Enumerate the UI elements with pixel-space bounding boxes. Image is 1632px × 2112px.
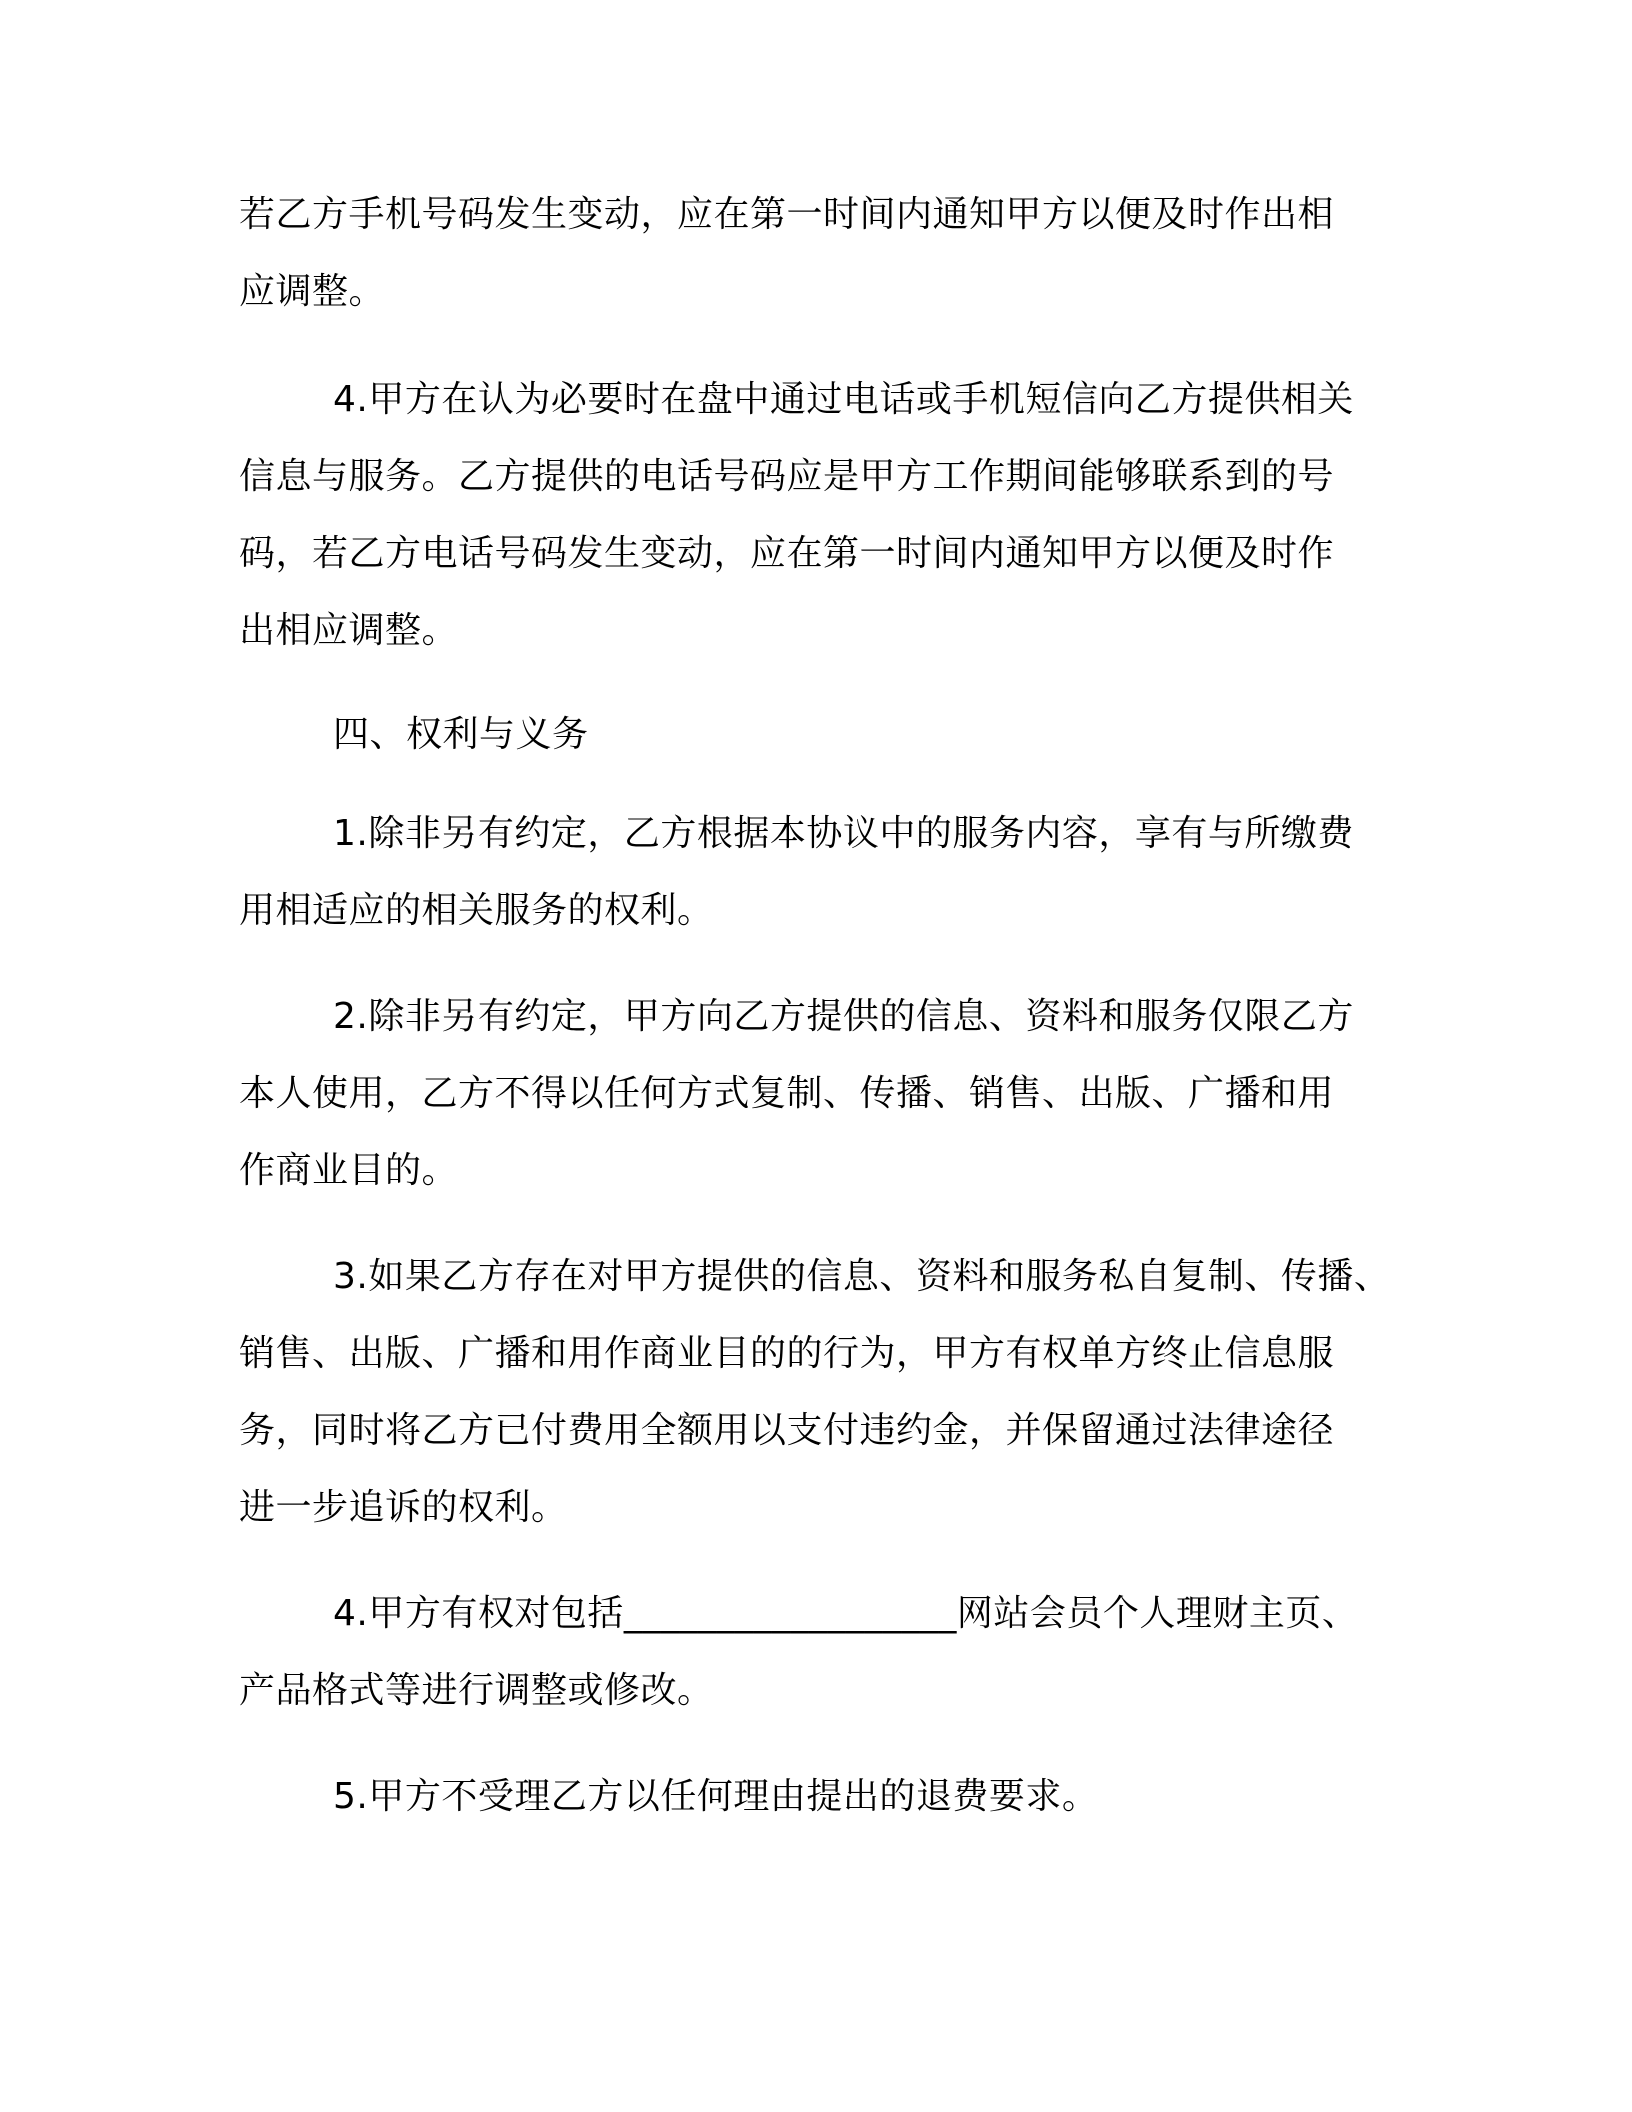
- text-line: 2.除非另有约定，甲方向乙方提供的信息、资料和服务仅限乙方: [333, 996, 1354, 1037]
- text-line: 码，若乙方电话号码发生变动，应在第一时间内通知甲方以便及时作: [239, 533, 1335, 574]
- heading-text: 四、权利与义务: [333, 714, 589, 755]
- text-line: 信息与服务。乙方提供的电话号码应是甲方工作期间能够联系到的号: [239, 456, 1335, 497]
- text-line: 应调整。: [239, 271, 386, 312]
- text-line: 销售、出版、广播和用作商业目的的行为，甲方有权单方终止信息服: [239, 1333, 1335, 1374]
- text-line: 本人使用，乙方不得以任何方式复制、传播、销售、出版、广播和用: [239, 1073, 1335, 1114]
- text-line: 3.如果乙方存在对甲方提供的信息、资料和服务私自复制、传播、: [333, 1256, 1391, 1297]
- text-line: 用相适应的相关服务的权利。: [239, 890, 714, 931]
- text-line: 出相应调整。: [239, 610, 459, 651]
- text-line: 5.甲方不受理乙方以任何理由提出的退费要求。: [333, 1776, 1099, 1817]
- text-line: 1.除非另有约定，乙方根据本协议中的服务内容，享有与所缴费: [333, 813, 1354, 854]
- text-line: 4.甲方在认为必要时在盘中通过电话或手机短信向乙方提供相关: [333, 379, 1354, 420]
- text-line: 产品格式等进行调整或修改。: [239, 1670, 714, 1711]
- text-line: 作商业目的。: [239, 1150, 459, 1191]
- text-line: 若乙方手机号码发生变动，应在第一时间内通知甲方以便及时作出相: [239, 194, 1335, 235]
- text-line: 进一步追诉的权利。: [239, 1487, 568, 1528]
- text-line: 4.甲方有权对包括__________________网站会员个人理财主页、: [333, 1593, 1359, 1634]
- text-line: 务，同时将乙方已付费用全额用以支付违约金，并保留通过法律途径: [239, 1410, 1335, 1451]
